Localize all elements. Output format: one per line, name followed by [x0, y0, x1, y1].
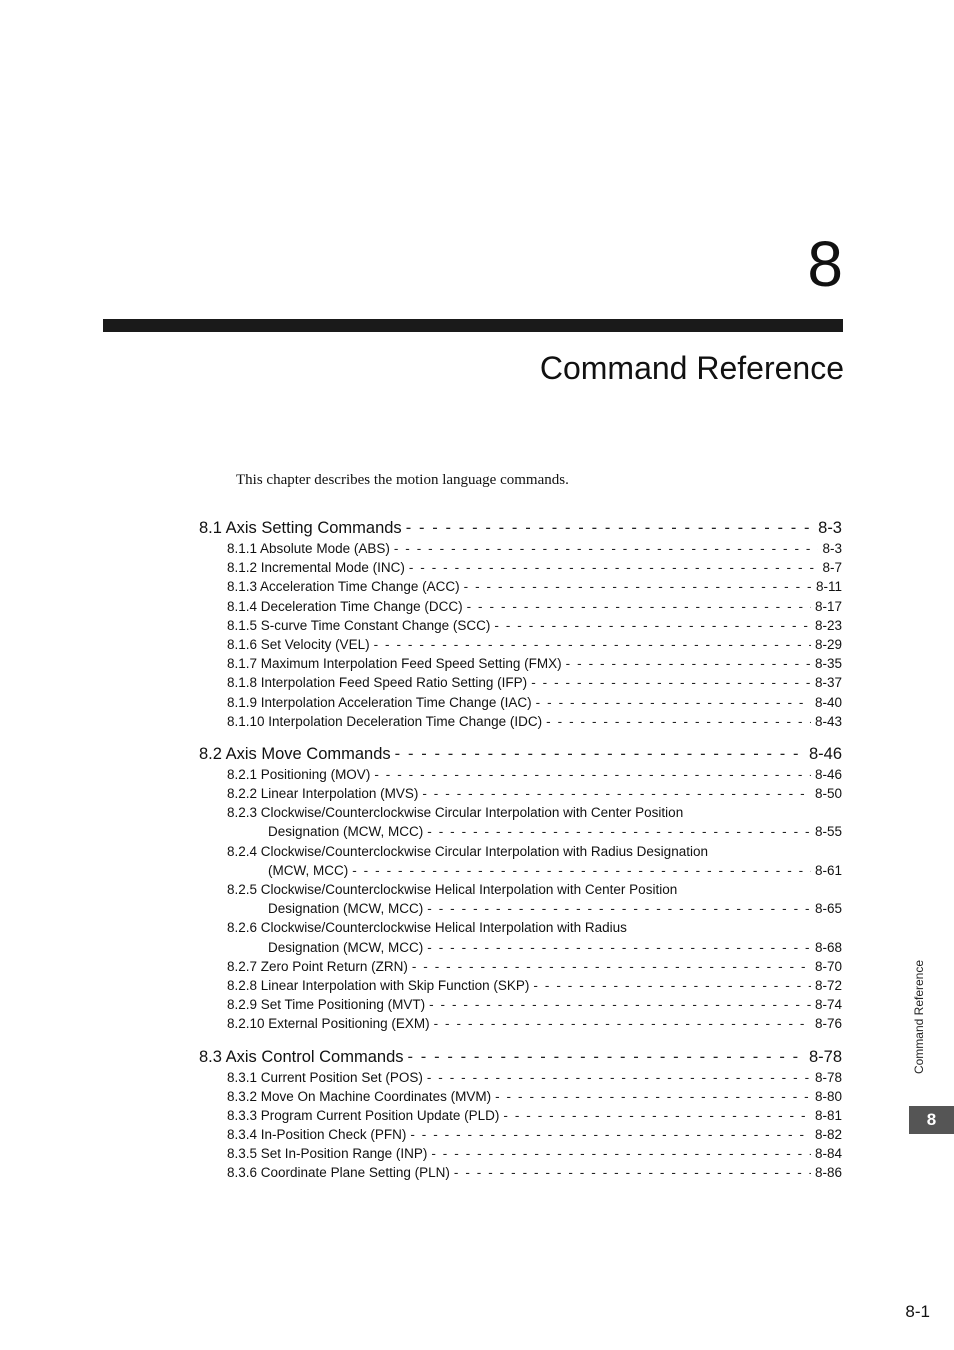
toc-entry[interactable] — [227, 978, 842, 997]
toc-entry-label: 8.2.8 Linear Interpolation with Skip Function (SKP) — [227, 977, 530, 993]
toc-entry-label: 8.1.6 Set Velocity (VEL) — [227, 636, 370, 652]
toc-leader-dots — [533, 978, 811, 993]
toc-entry[interactable] — [268, 824, 842, 843]
toc-entry[interactable] — [227, 695, 842, 714]
toc-entry[interactable] — [227, 1089, 842, 1108]
toc-entry-page: 8-50 — [814, 786, 842, 802]
toc-leader-dots — [546, 714, 811, 729]
toc-entry-label: (MCW, MCC) — [268, 862, 349, 878]
toc-entry-page: 8-78 — [808, 1047, 842, 1066]
toc-leader-dots — [431, 1146, 811, 1161]
toc-entry-page: 8-68 — [814, 939, 842, 955]
toc-entry-page: 8-46 — [808, 744, 842, 763]
toc-entry-page: 8-72 — [814, 977, 842, 993]
toc-leader-dots — [408, 1048, 805, 1067]
toc-entry-page: 8-78 — [814, 1069, 842, 1085]
toc-entry-page: 8-46 — [814, 766, 842, 782]
toc-entry-line[interactable]: 8.2.6 Clockwise/Counterclockwise Helical Interpolation with Radius — [227, 920, 627, 936]
toc-entry[interactable] — [227, 1070, 842, 1089]
toc-entry-label: 8.3.1 Current Position Set (POS) — [227, 1069, 423, 1085]
toc-leader-dots — [412, 959, 811, 974]
toc-entry-page: 8-82 — [814, 1127, 842, 1143]
toc-entry-line[interactable]: 8.2.4 Clockwise/Counterclockwise Circular Interpolation with Radius Designation — [227, 843, 708, 859]
chapter-title: Command Reference — [539, 350, 844, 386]
toc-entry-label: 8.3 Axis Control Commands — [199, 1047, 404, 1066]
toc-leader-dots — [536, 695, 811, 710]
toc-leader-dots — [531, 675, 811, 690]
toc-leader-dots — [429, 997, 811, 1012]
toc-leader-dots — [495, 1089, 811, 1104]
toc-entry-label: 8.3.2 Move On Machine Coordinates (MVM) — [227, 1088, 492, 1104]
toc-leader-dots — [394, 541, 819, 556]
toc-section-entry[interactable] — [199, 1048, 842, 1070]
side-chapter-label-text: Command Reference — [912, 959, 926, 1075]
toc-entry-label: Designation (MCW, MCC) — [268, 901, 424, 917]
toc-entry-page: 8-35 — [814, 656, 842, 672]
toc-leader-dots — [467, 599, 811, 614]
toc-entry[interactable] — [227, 618, 842, 637]
toc-entry-page: 8-11 — [815, 579, 842, 595]
toc-section-entry[interactable] — [199, 519, 842, 541]
toc-entry-label: 8.1.10 Interpolation Deceleration Time Change (IDC) — [227, 713, 543, 729]
toc-entry-page: 8-65 — [814, 901, 842, 917]
toc-entry-label: 8.1.8 Interpolation Feed Speed Ratio Setting (IFP) — [227, 675, 528, 691]
toc-leader-dots — [422, 786, 811, 801]
toc-entry-label: 8.3.4 In-Position Check (PFN) — [227, 1127, 407, 1143]
toc-leader-dots — [503, 1108, 811, 1123]
toc-entry[interactable] — [268, 863, 842, 882]
toc-leader-dots — [434, 1016, 811, 1031]
toc-entry-label: 8.2.7 Zero Point Return (ZRN) — [227, 958, 408, 974]
toc-entry-label: 8.1.3 Acceleration Time Change (ACC) — [227, 579, 460, 595]
toc-entry-page: 8-70 — [814, 958, 842, 974]
toc-entry-label: 8.1.7 Maximum Interpolation Feed Speed Setting (FMX) — [227, 656, 562, 672]
toc-entry[interactable] — [268, 940, 842, 959]
toc-entry-page: 8-55 — [814, 824, 842, 840]
toc-entry-label: 8.3.6 Coordinate Plane Setting (PLN) — [227, 1165, 450, 1181]
toc-entry-page: 8-37 — [814, 675, 842, 691]
toc-entry-page: 8-76 — [814, 1016, 842, 1032]
toc-entry-page: 8-43 — [814, 713, 842, 729]
toc-entry-page: 8-80 — [814, 1088, 842, 1104]
toc-leader-dots — [410, 1127, 811, 1142]
toc-entry[interactable] — [227, 767, 842, 786]
table-of-contents — [199, 519, 842, 1185]
toc-section-entry[interactable] — [199, 745, 842, 767]
toc-entry-page: 8-61 — [814, 862, 842, 878]
toc-entry-label: 8.3.3 Program Current Position Update (PLD) — [227, 1107, 500, 1123]
toc-leader-dots — [464, 579, 812, 594]
side-chapter-label — [910, 948, 928, 1086]
toc-entry-line[interactable]: 8.2.3 Clockwise/Counterclockwise Circular Interpolation with Center Position — [227, 805, 684, 821]
toc-entry-label: Designation (MCW, MCC) — [268, 824, 424, 840]
toc-entry-page: 8-74 — [814, 997, 842, 1013]
toc-entry[interactable] — [227, 1127, 842, 1146]
toc-entry[interactable] — [268, 901, 842, 920]
toc-entry-page: 8-29 — [814, 636, 842, 652]
toc-entry-page: 8-3 — [822, 541, 842, 556]
toc-entry[interactable] — [227, 1146, 842, 1165]
toc-leader-dots — [409, 560, 819, 575]
toc-entry-page: 8-7 — [822, 560, 842, 576]
toc-entry-page: 8-17 — [814, 598, 842, 614]
chapter-number: 8 — [807, 228, 843, 300]
toc-entry-label: 8.1 Axis Setting Commands — [199, 519, 402, 537]
toc-leader-dots — [454, 1165, 811, 1180]
toc-entry[interactable] — [227, 560, 842, 579]
toc-entry-label: 8.2 Axis Move Commands — [199, 744, 391, 763]
toc-leader-dots — [352, 863, 811, 878]
toc-entry-label: Designation (MCW, MCC) — [268, 939, 424, 955]
toc-entry[interactable] — [227, 714, 842, 733]
toc-entry-label: 8.2.9 Set Time Positioning (MVT) — [227, 997, 426, 1013]
toc-leader-dots — [427, 901, 811, 916]
chapter-intro: This chapter describes the motion language commands. — [236, 472, 569, 488]
toc-leader-dots — [494, 618, 811, 633]
toc-entry-label: 8.1.4 Deceleration Time Change (DCC) — [227, 598, 463, 614]
toc-entry-page: 8-40 — [814, 694, 842, 710]
side-chapter-tab[interactable]: 8 — [909, 1106, 954, 1134]
toc-entry[interactable] — [227, 599, 842, 618]
toc-leader-dots — [374, 767, 811, 782]
toc-entry-label: 8.3.5 Set In-Position Range (INP) — [227, 1146, 428, 1162]
toc-leader-dots — [566, 656, 811, 671]
toc-leader-dots — [427, 824, 811, 839]
chapter-divider-bar — [103, 319, 843, 332]
toc-entry-label: 8.1.9 Interpolation Acceleration Time Change (IAC) — [227, 694, 532, 710]
toc-entry[interactable] — [227, 675, 842, 694]
toc-entry-page: 8-86 — [814, 1165, 842, 1181]
toc-entry[interactable] — [227, 579, 842, 598]
toc-leader-dots — [406, 519, 814, 538]
toc-entry-label: 8.2.2 Linear Interpolation (MVS) — [227, 786, 419, 802]
toc-entry-page: 8-3 — [818, 519, 842, 537]
toc-entry-line[interactable]: 8.2.5 Clockwise/Counterclockwise Helical Interpolation with Center Position — [227, 882, 678, 897]
toc-leader-dots — [395, 745, 805, 764]
toc-leader-dots — [427, 940, 811, 955]
toc-entry-page: 8-84 — [814, 1146, 842, 1162]
toc-leader-dots — [374, 637, 811, 652]
page-number: 8-1 — [905, 1302, 930, 1321]
toc-entry[interactable] — [227, 786, 842, 805]
toc-entry[interactable] — [227, 656, 842, 675]
toc-entry[interactable] — [227, 1165, 842, 1184]
toc-entry-label: 8.2.10 External Positioning (EXM) — [227, 1016, 430, 1032]
toc-entry[interactable] — [227, 541, 842, 560]
toc-entry[interactable] — [227, 1108, 842, 1127]
toc-entry-page: 8-23 — [814, 617, 842, 633]
toc-entry-label: 8.1.5 S-curve Time Constant Change (SCC) — [227, 617, 491, 633]
toc-entry[interactable] — [227, 959, 842, 978]
toc-entry-label: 8.1.2 Incremental Mode (INC) — [227, 560, 405, 576]
toc-entry[interactable] — [227, 637, 842, 656]
toc-entry[interactable] — [227, 1016, 842, 1035]
toc-entry-label: 8.2.1 Positioning (MOV) — [227, 766, 371, 782]
toc-leader-dots — [427, 1070, 811, 1085]
toc-entry-label: 8.1.1 Absolute Mode (ABS) — [227, 541, 390, 556]
toc-entry[interactable] — [227, 997, 842, 1016]
toc-entry-page: 8-81 — [814, 1107, 842, 1123]
